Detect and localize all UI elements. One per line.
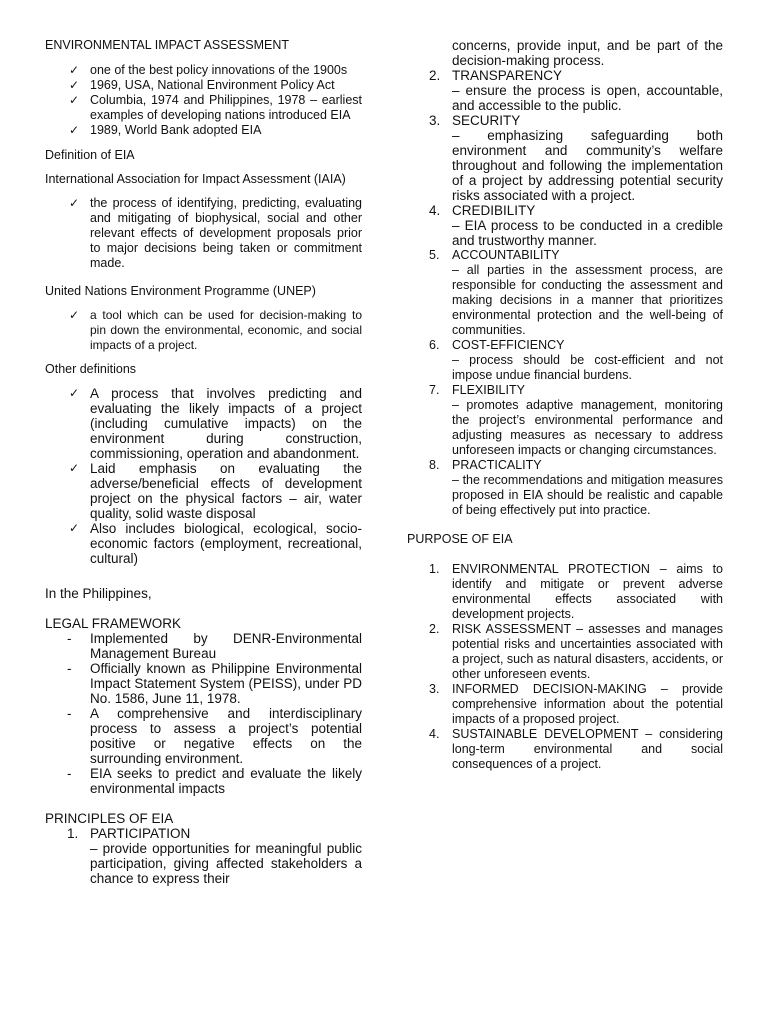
principle-item — [407, 458, 723, 518]
principle-number: 7. — [429, 383, 440, 397]
purpose-number: 3. — [429, 682, 440, 696]
legal-framework-list — [45, 631, 362, 796]
iaia-heading: International Association for Impact Assessment (IAIA) — [45, 172, 346, 186]
checkmark-icon: ✓ — [69, 93, 80, 107]
principle-item — [407, 248, 723, 338]
principle-title: PRACTICALITY — [452, 458, 542, 472]
principle-description: – the recommendations and mitigation measures proposed in EIA should be realistic and capable of being effectively put into practice. — [452, 473, 723, 517]
purpose-heading: PURPOSE OF EIA — [407, 532, 513, 546]
principle-description: – emphasizing safeguarding both environment and community’s welfare throughout and following the implementation of a project by addressing potential security risks associated with a project. — [452, 128, 723, 203]
principle-description: – all parties in the assessment process, are responsible for conducting the assessment and making decisions in a manner that prioritizes environmental protection and the well-being of communities. — [452, 263, 723, 337]
principles-list-right — [407, 38, 723, 248]
list-item: ✓ the process of identifying, predicting, evaluating and mitigating of biophysical, social and other relevant effects of development proposals prior to major decisions being taken or commitment made. — [69, 196, 362, 270]
checkmark-icon: ✓ — [69, 78, 80, 92]
principle-title: FLEXIBILITY — [452, 383, 525, 397]
principle-item — [407, 338, 723, 383]
dash-marker: - — [67, 631, 72, 646]
principle-number: 6. — [429, 338, 440, 352]
iaia-list — [45, 196, 362, 271]
principle-description: – process should be cost-efficient and not impose undue financial burdens. — [452, 353, 723, 382]
principle-number: 4. — [429, 203, 441, 218]
list-item: ✓ Also includes biological, ecological, socio-economic factors (employment, recreational, cultural) — [69, 521, 362, 566]
checkmark-icon: ✓ — [69, 386, 80, 400]
principle-number: 2. — [429, 68, 441, 83]
list-item: - Officially known as Philippine Environmental Impact Statement System (PEISS), under PD No. 1586, June 11, 1978. — [67, 661, 362, 706]
list-item: ✓ 1969, USA, National Environment Policy Act — [69, 78, 335, 92]
principle-title: PARTICIPATION — [90, 826, 191, 841]
purpose-number: 4. — [429, 727, 440, 741]
principle-title: CREDIBILITY — [452, 203, 536, 218]
purpose-number: 2. — [429, 622, 440, 636]
principle-description: – provide opportunities for meaningful public participation, giving affected stakeholders a chance to express their — [90, 841, 362, 886]
checkmark-icon: ✓ — [69, 521, 80, 535]
purpose-item: 3. INFORMED DECISION-MAKING – provide comprehensive information about the potential impacts of a proposed project. — [429, 682, 723, 726]
principle-item — [407, 68, 723, 113]
purpose-item: 4. SUSTAINABLE DEVELOPMENT – considering long-term environmental and social consequences of a project. — [429, 727, 723, 771]
principle-item-continued — [407, 38, 723, 68]
checkmark-icon: ✓ — [69, 63, 80, 77]
principle-number: 5. — [429, 248, 440, 262]
principle-description: concerns, provide input, and be part of the decision-making process. — [452, 38, 723, 68]
principle-description: – ensure the process is open, accountable, and accessible to the public. — [452, 83, 723, 113]
purpose-list — [407, 562, 723, 772]
list-item: - Implemented by DENR-Environmental Management Bureau — [67, 631, 362, 661]
dash-marker: - — [67, 706, 72, 721]
other-definitions-heading: Other definitions — [45, 362, 137, 376]
unep-heading: United Nations Environment Programme (UNEP) — [45, 284, 316, 298]
principle-item — [407, 113, 723, 203]
principle-item — [45, 826, 362, 886]
list-item: ✓ Columbia, 1974 and Philippines, 1978 – earliest examples of developing nations introduced EIA — [69, 93, 362, 122]
checkmark-icon: ✓ — [69, 196, 80, 210]
principle-number: 8. — [429, 458, 440, 472]
list-item: ✓ one of the best policy innovations of the 1900s — [69, 63, 348, 77]
list-item: - A comprehensive and interdisciplinary process to assess a project’s potential positive or negative effects on the surrounding environment. — [67, 706, 362, 766]
principles-heading: PRINCIPLES OF EIA — [45, 811, 174, 826]
other-definitions-list — [45, 386, 362, 566]
right-column — [407, 38, 723, 772]
dash-marker: - — [67, 766, 72, 781]
principle-description: – EIA process to be conducted in a credible and trustworthy manner. — [452, 218, 723, 248]
purpose-item: 1. ENVIRONMENTAL PROTECTION – aims to identify and mitigate or prevent adverse environmental effects associated with development projects. — [429, 562, 723, 621]
list-item: ✓ Laid emphasis on evaluating the adverse/beneficial effects of development project on the physical factors – air, water quality, solid waste disposal — [69, 461, 362, 521]
checkmark-icon: ✓ — [69, 461, 80, 475]
definition-heading: Definition of EIA — [45, 148, 135, 162]
list-item: - EIA seeks to predict and evaluate the likely environmental impacts — [67, 766, 362, 796]
list-item: ✓ A process that involves predicting and evaluating the likely impacts of a project (including cumulative impacts) on the environment during construction, commissioning, operation and abandonment. — [69, 386, 362, 461]
principle-number: 3. — [429, 113, 441, 128]
list-item: ✓ a tool which can be used for decision-making to pin down the environmental, economic, and social impacts of a project. — [69, 308, 362, 352]
left-column — [45, 38, 362, 886]
eia-intro-list — [45, 63, 362, 138]
checkmark-icon: ✓ — [69, 308, 80, 322]
principle-title: TRANSPARENCY — [452, 68, 563, 83]
principle-item — [407, 203, 723, 248]
principle-description: – promotes adaptive management, monitoring the project’s environmental performance and adjusting measures as necessary to address unforeseen impacts or changing circumstances. — [452, 398, 723, 457]
principle-title: SECURITY — [452, 113, 521, 128]
purpose-item: 2. RISK ASSESSMENT – assesses and manages potential risks and uncertainties associated with a project, such as natural disasters, accidents, or other unforeseen events. — [429, 622, 723, 681]
principle-number: 1. — [67, 826, 79, 841]
eia-heading: ENVIRONMENTAL IMPACT ASSESSMENT — [45, 38, 290, 52]
philippines-intro: In the Philippines, — [45, 586, 152, 601]
principle-item — [407, 383, 723, 458]
principle-title: ACCOUNTABILITY — [452, 248, 560, 262]
purpose-number: 1. — [429, 562, 440, 576]
dash-marker: - — [67, 661, 72, 676]
checkmark-icon: ✓ — [69, 123, 80, 137]
legal-framework-heading: LEGAL FRAMEWORK — [45, 616, 182, 631]
principles-list-right-small — [407, 248, 723, 518]
unep-list — [45, 308, 362, 353]
principles-list-left — [45, 826, 362, 886]
principle-title: COST-EFFICIENCY — [452, 338, 565, 352]
list-item: ✓ 1989, World Bank adopted EIA — [69, 123, 262, 137]
